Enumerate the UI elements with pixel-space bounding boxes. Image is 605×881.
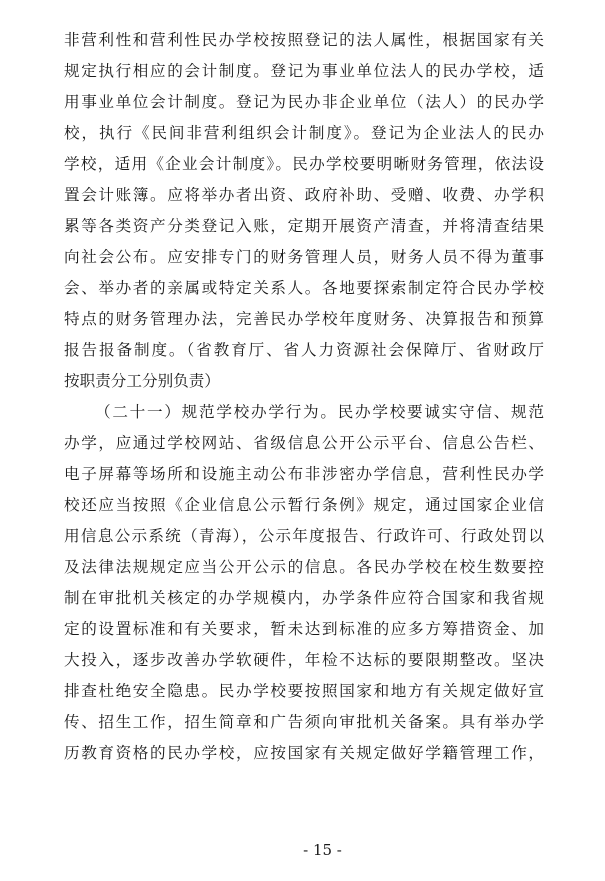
text-line: 历教育资格的民办学校，应按国家有关规定做好学籍管理工作， [64,744,544,762]
text-line: 用事业单位会计制度。登记为民办非企业单位（法人）的民办学 [64,93,544,111]
text-line: 校还应当按照《企业信息公示暂行条例》规定，通过国家企业信 [64,496,544,514]
paragraph-school-conduct [64,397,544,769]
text-line: 定的设置标准和有关要求，暂未达到标准的应多方筹措资金、加 [64,620,544,638]
text-line: 用信息公示系统（青海），公示年度报告、行政许可、行政处罚以 [64,527,544,545]
text-line: 报告报备制度。（省教育厅、省人力资源社会保障厅、省财政厅 [64,341,544,359]
page-number: - 15 - [303,841,342,859]
text-line: 制在审批机关核定的办学规模内，办学条件应符合国家和我省规 [64,589,544,607]
text-line: 规定执行相应的会计制度。登记为事业单位法人的民办学校，适 [64,62,544,80]
text-line: 电子屏幕等场所和设施主动公布非涉密办学信息，营利性民办学 [64,465,544,483]
text-line: 办学，应通过学校网站、省级信息公开公示平台、信息公告栏、 [64,434,544,452]
text-line: （二十一）规范学校办学行为。民办学校要诚实守信、规范 [95,403,544,421]
text-line: 学校，适用《企业会计制度》。民办学校要明晰财务管理，依法设 [64,155,544,173]
text-line: 排查杜绝安全隐患。民办学校要按照国家和地方有关规定做好宣 [64,682,544,700]
text-line: 非营利性和营利性民办学校按照登记的法人属性，根据国家有关 [64,31,544,49]
text-line: 校，执行《民间非营利组织会计制度》。登记为企业法人的民办 [64,124,544,142]
text-line: 累等各类资产分类登记入账，定期开展资产清查，并将清查结果 [64,217,544,235]
text-line: 会、举办者的亲属或特定关系人。各地要探索制定符合民办学校 [64,279,544,297]
paragraph-financial-management [64,25,544,397]
text-line: 传、招生工作，招生简章和广告须向审批机关备案。具有举办学 [64,713,544,731]
text-line: 按职责分工分别负责） [64,372,220,390]
text-line: 特点的财务管理办法，完善民办学校年度财务、决算报告和预算 [64,310,544,328]
text-line: 及法律法规规定应当公开公示的信息。各民办学校在校生数要控 [64,558,544,576]
text-line: 向社会公布。应安排专门的财务管理人员，财务人员不得为董事 [64,248,544,266]
body-text [64,25,544,769]
text-line: 置会计账簿。应将举办者出资、政府补助、受赠、收费、办学积 [64,186,544,204]
text-line: 大投入，逐步改善办学软硬件，年检不达标的要限期整改。坚决 [64,651,544,669]
